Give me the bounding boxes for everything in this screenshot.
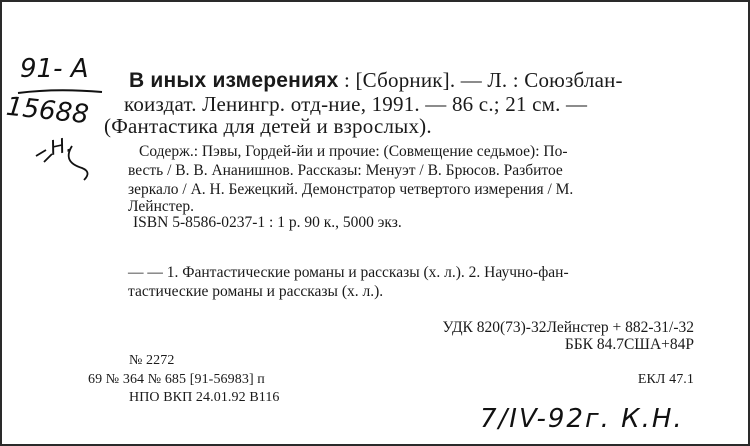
bbk-line: ББК 84.7США+84Р xyxy=(564,336,694,353)
card-number: № 2272 xyxy=(129,353,175,368)
udk-line: УДК 820(73)-32Лейнстер + 882-31/-32 xyxy=(442,319,694,336)
contents-line-1: Содерж.: Пэвы, Гордей-йи и прочие: (Совмещение седьмое): По- xyxy=(139,143,568,160)
entry-line-3: (Фантастика для детей и взрослых). xyxy=(104,114,432,138)
subjects-line-2: тастические романы и рассказы (х. л.). xyxy=(128,283,384,300)
handwritten-scribble xyxy=(32,142,102,187)
entry-title: В иных измерениях xyxy=(129,69,339,92)
contents-line-4: Лейнстер. xyxy=(128,198,195,215)
subjects-line-1: — — 1. Фантастические романы и рассказы (х. л.). 2. Научно-фан- xyxy=(128,264,569,281)
handwritten-shelf-mark: 91- A xyxy=(20,54,89,84)
npo-line: НПО ВКП 24.01.92 В116 xyxy=(129,390,280,405)
handwritten-inventory-number: 15688 xyxy=(4,91,91,131)
handwritten-initials: H. xyxy=(47,132,74,160)
contents-line-3: зеркало / А. Н. Бежецкий. Демонстратор четвертого измерения / М. xyxy=(128,181,574,198)
entry-line-2: коиздат. Ленингр. отд-ние, 1991. — 86 с.; 21 см. — xyxy=(124,92,588,116)
entry-line-1 xyxy=(129,68,623,93)
isbn-line: ISBN 5-8586-0237-1 : 1 р. 90 к., 5000 экз. xyxy=(133,214,402,231)
handwritten-date-note: 7/IV-92г. К.Н. xyxy=(480,404,684,434)
entry-title-rest: : [Сборник]. — Л. : Союзблан- xyxy=(338,68,623,92)
contents-line-2: весть / В. В. Ананишнов. Рассказы: Менуэт / В. Брюсов. Разбитое xyxy=(128,162,563,179)
ekl-line: ЕКЛ 47.1 xyxy=(637,372,694,387)
card-codes: 69 № 364 № 685 [91-56983] п xyxy=(88,372,265,387)
